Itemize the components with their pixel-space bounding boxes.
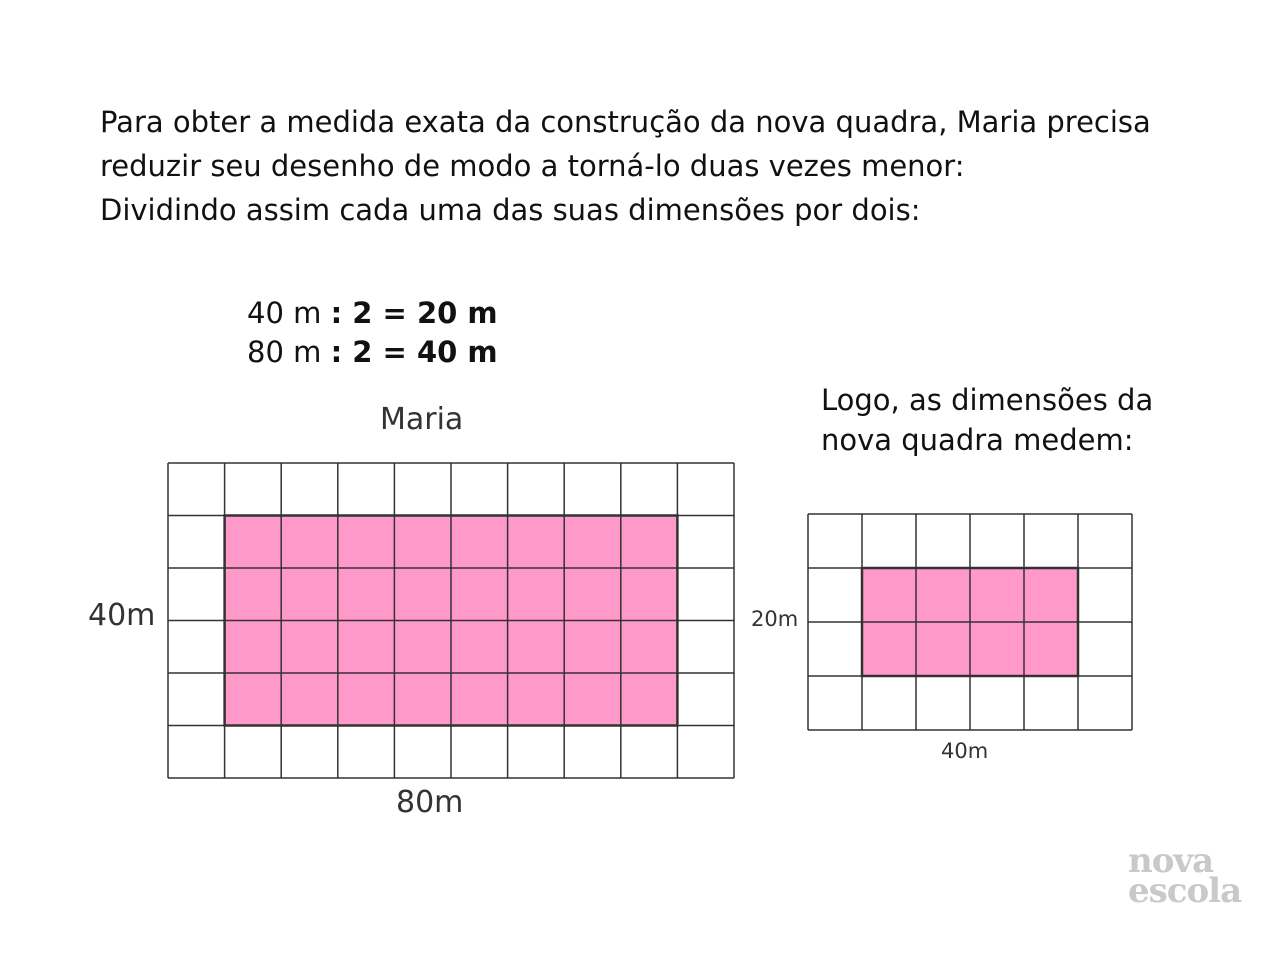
calculation-value: 80 m [247, 335, 322, 369]
logo-line: nova [1128, 841, 1214, 881]
conclusion-line: Logo, as dimensões da [821, 383, 1154, 417]
intro-text [100, 100, 1220, 232]
conclusion-text [821, 380, 1241, 460]
intro-line: Para obter a medida exata da construção da nova quadra, Maria precisa [100, 105, 1151, 139]
nova-escola-logo [1128, 841, 1242, 911]
calculation-value: 40 m [247, 296, 322, 330]
original-grid-diagram [168, 463, 735, 779]
logo-line: escola [1128, 871, 1242, 911]
new-height-label: 20m [751, 607, 799, 631]
calculation-row [247, 333, 498, 372]
conclusion-line: nova quadra medem: [821, 423, 1134, 457]
original-height-label: 40m [88, 598, 156, 633]
calculation-row [247, 294, 498, 333]
calculation-operation: : 2 = 20 m [330, 296, 498, 330]
new-grid-diagram [808, 514, 1132, 732]
calculation-block [247, 294, 498, 372]
calculation-operation: : 2 = 40 m [330, 335, 498, 369]
original-diagram-title: Maria [380, 402, 464, 437]
intro-line: Dividindo assim cada uma das suas dimensões por dois: [100, 193, 921, 227]
new-width-label: 40m [941, 739, 989, 763]
original-width-label: 80m [396, 785, 464, 820]
intro-line: reduzir seu desenho de modo a torná-lo duas vezes menor: [100, 149, 965, 183]
